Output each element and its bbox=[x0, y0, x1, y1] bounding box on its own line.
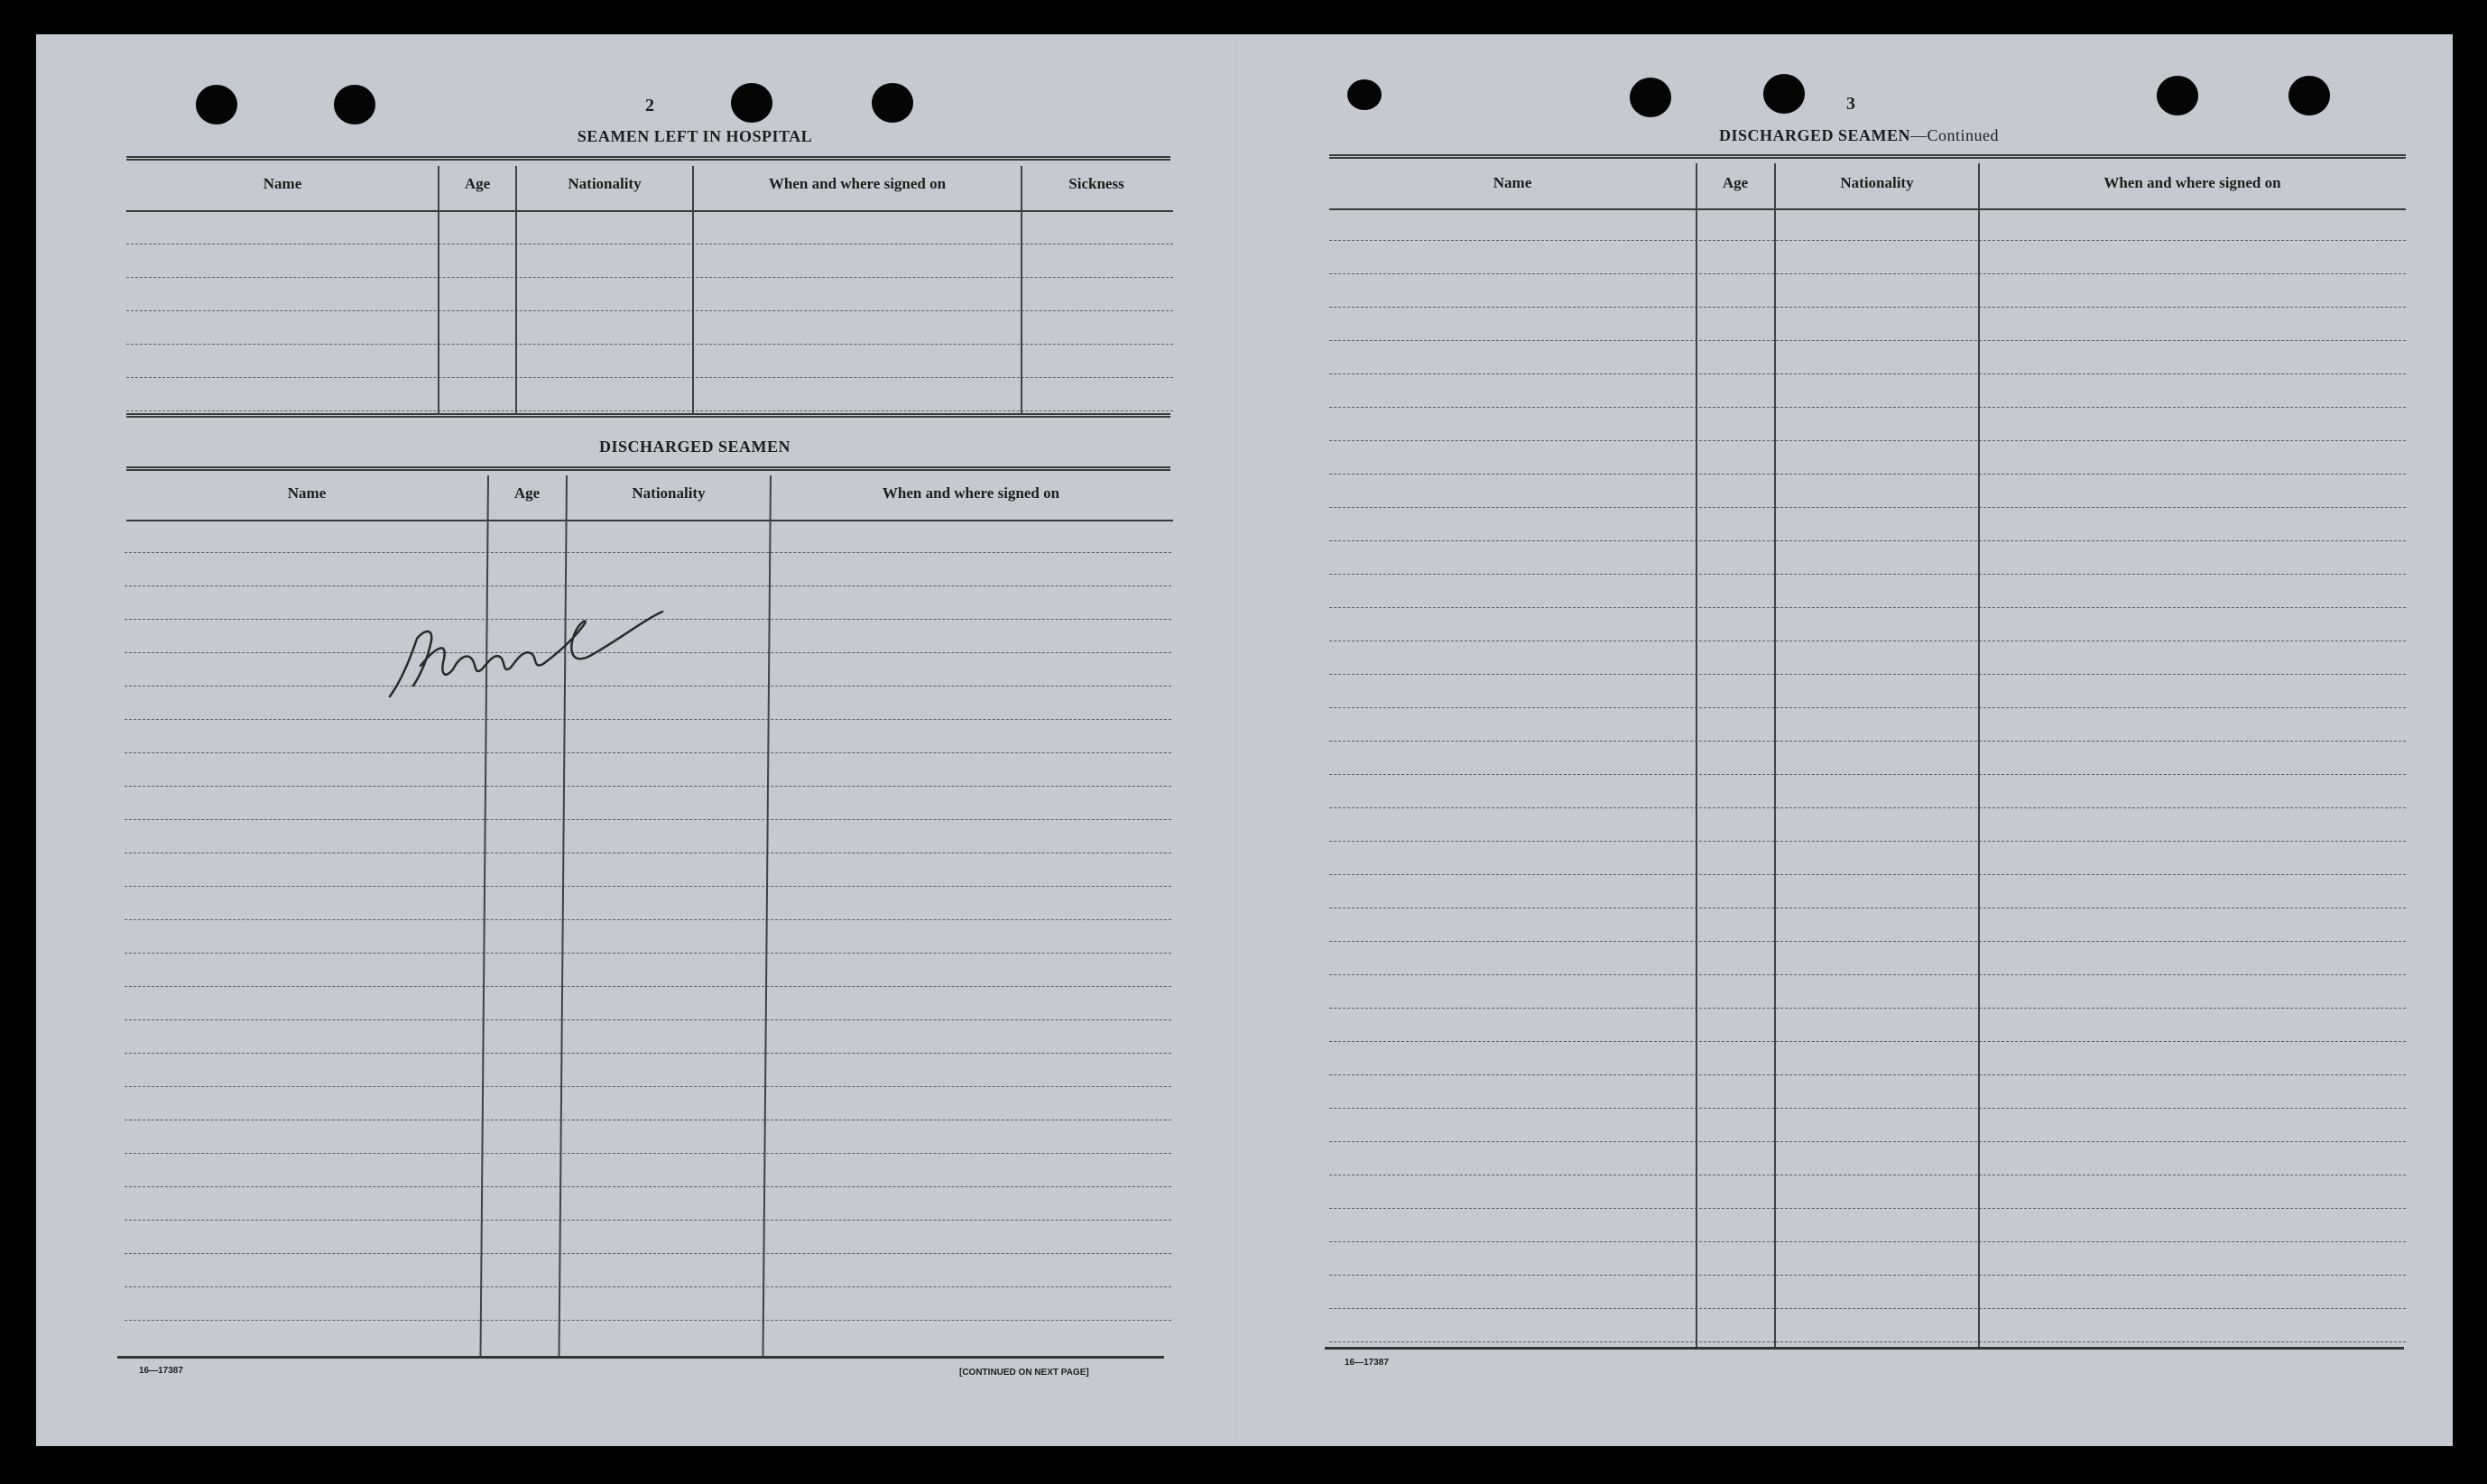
column-divider bbox=[1696, 163, 1697, 1347]
header-bottom-rule bbox=[1329, 208, 2406, 210]
table-row-line bbox=[1329, 807, 2406, 808]
table-row-line bbox=[125, 1186, 1171, 1187]
table-top-rule bbox=[126, 466, 1170, 471]
table-row-line bbox=[1329, 407, 2406, 408]
table-row-line bbox=[126, 344, 1173, 345]
table-row-line bbox=[1329, 1308, 2406, 1309]
table-row-line bbox=[1329, 440, 2406, 441]
table-row-line bbox=[125, 719, 1171, 720]
table-row-line bbox=[1329, 474, 2406, 475]
table-row-line bbox=[1329, 974, 2406, 975]
form-number: 16—17387 bbox=[1345, 1358, 1389, 1368]
table-row-line bbox=[1329, 340, 2406, 341]
table-row-line bbox=[125, 786, 1171, 787]
table-row-line bbox=[125, 886, 1171, 887]
discharged-title-text: DISCHARGED SEAMEN bbox=[1718, 126, 1911, 144]
table-row-line bbox=[125, 752, 1171, 753]
table-row-line bbox=[125, 919, 1171, 920]
column-header-age: Age bbox=[513, 484, 541, 502]
table-row-line bbox=[1329, 1241, 2406, 1242]
table-row-line bbox=[1329, 741, 2406, 742]
table-row-line bbox=[125, 1320, 1171, 1321]
column-header-sickness: Sickness bbox=[1068, 175, 1124, 192]
header-bottom-rule bbox=[126, 210, 1173, 212]
table-row-line bbox=[1329, 1341, 2406, 1342]
column-header-signed-on: When and where signed on bbox=[768, 175, 947, 192]
punch-hole bbox=[2157, 76, 2198, 115]
table-row-line bbox=[125, 1286, 1171, 1287]
table-row-line bbox=[125, 1053, 1171, 1054]
column-header-name: Name bbox=[1493, 174, 1532, 191]
table-row-line bbox=[1329, 373, 2406, 374]
table-row-line bbox=[1329, 941, 2406, 942]
page-number: 3 bbox=[1846, 94, 1855, 114]
table-top-rule bbox=[126, 156, 1170, 161]
continued-note: [CONTINUED ON NEXT PAGE] bbox=[959, 1368, 1089, 1378]
table-row-line bbox=[125, 986, 1171, 987]
table-row-line bbox=[125, 1153, 1171, 1154]
page-fold bbox=[1230, 34, 1234, 1446]
discharged-table-title: DISCHARGED SEAMEN bbox=[598, 438, 791, 456]
column-divider bbox=[1021, 166, 1022, 415]
column-header-nationality: Nationality bbox=[568, 175, 642, 192]
table-row-line bbox=[126, 277, 1173, 278]
table-row-line bbox=[1329, 1108, 2406, 1109]
punch-hole bbox=[1630, 78, 1671, 117]
table-row-line bbox=[125, 552, 1171, 553]
column-divider bbox=[692, 166, 694, 415]
table-row-line bbox=[1329, 674, 2406, 675]
punch-hole bbox=[1347, 79, 1382, 110]
header-bottom-rule bbox=[126, 520, 1173, 521]
table-row-line bbox=[125, 819, 1171, 820]
handwritten-none-mark bbox=[381, 576, 670, 702]
column-header-age: Age bbox=[1722, 174, 1749, 191]
form-number: 16—17387 bbox=[139, 1366, 183, 1376]
column-header-nationality: Nationality bbox=[632, 484, 706, 502]
table-row-line bbox=[1329, 1008, 2406, 1009]
punch-hole bbox=[334, 85, 375, 124]
table-row-line bbox=[1329, 540, 2406, 541]
table-row-line bbox=[1329, 1141, 2406, 1142]
form-sheet bbox=[36, 34, 2453, 1446]
table-bottom-rule bbox=[1325, 1347, 2404, 1350]
table-row-line bbox=[1329, 574, 2406, 575]
column-divider bbox=[762, 475, 772, 1357]
discharged-continued-title bbox=[1498, 126, 2220, 145]
table-row-line bbox=[1329, 841, 2406, 842]
table-row-line bbox=[1329, 1074, 2406, 1075]
table-row-line bbox=[126, 410, 1173, 411]
table-row-line bbox=[125, 1086, 1171, 1087]
table-row-line bbox=[1329, 874, 2406, 875]
punch-hole bbox=[872, 83, 913, 123]
table-row-line bbox=[1329, 1275, 2406, 1276]
punch-hole bbox=[196, 85, 237, 124]
table-row-line bbox=[126, 377, 1173, 378]
column-header-nationality: Nationality bbox=[1840, 174, 1914, 191]
column-header-age: Age bbox=[464, 175, 491, 192]
column-divider bbox=[438, 166, 439, 415]
table-row-line bbox=[1329, 1208, 2406, 1209]
table-top-rule bbox=[1329, 154, 2406, 159]
table-row-line bbox=[1329, 240, 2406, 241]
table-row-line bbox=[1329, 273, 2406, 274]
table-row-line bbox=[1329, 307, 2406, 308]
table-row-line bbox=[125, 1019, 1171, 1020]
column-header-signed-on: When and where signed on bbox=[882, 484, 1060, 502]
table-row-line bbox=[1329, 774, 2406, 775]
table-row-line bbox=[1329, 507, 2406, 508]
table-row-line bbox=[1329, 707, 2406, 708]
table-row-line bbox=[125, 1220, 1171, 1221]
table-row-line bbox=[1329, 1041, 2406, 1042]
page-number: 2 bbox=[645, 96, 654, 115]
column-divider bbox=[1978, 163, 1980, 1347]
column-header-signed-on: When and where signed on bbox=[2103, 174, 2281, 191]
punch-hole bbox=[1763, 74, 1805, 114]
column-header-name: Name bbox=[263, 175, 302, 192]
table-bottom-rule bbox=[126, 413, 1170, 418]
punch-hole bbox=[731, 83, 772, 123]
table-row-line bbox=[125, 1253, 1171, 1254]
table-bottom-rule bbox=[117, 1356, 1164, 1359]
table-row-line bbox=[126, 310, 1173, 311]
table-row-line bbox=[1329, 607, 2406, 608]
column-divider bbox=[515, 166, 517, 415]
column-divider bbox=[1774, 163, 1776, 1347]
column-header-name: Name bbox=[287, 484, 327, 502]
hospital-table-title: SEAMEN LEFT IN HOSPITAL bbox=[577, 127, 813, 145]
punch-hole bbox=[2288, 76, 2330, 115]
table-row-line bbox=[125, 953, 1171, 954]
continued-suffix: —Continued bbox=[1910, 126, 2000, 144]
